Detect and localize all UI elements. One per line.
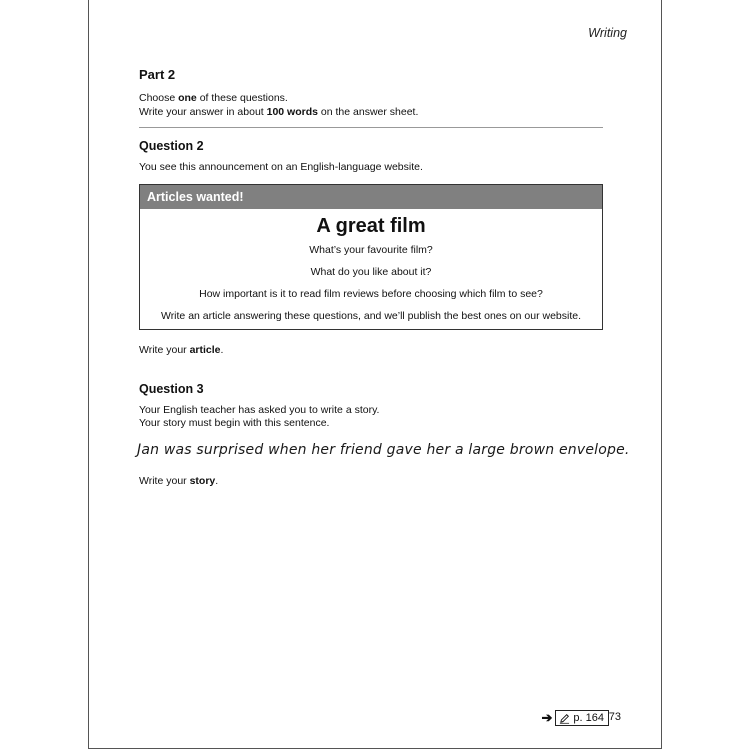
announcement-tag: Articles wanted!: [140, 185, 602, 209]
page-number: 73: [608, 711, 621, 723]
book-page: [88, 0, 662, 749]
divider: [139, 127, 603, 128]
arrow-right-icon: ➔: [541, 710, 553, 725]
question-2-intro: You see this announcement on an English-language website.: [139, 161, 423, 173]
announcement-line: How important is it to read film reviews before choosing which film to see?: [199, 288, 543, 300]
question-3-heading: Question 3: [139, 382, 204, 396]
question-3-line-1: Your English teacher has asked you to write a story.: [139, 404, 380, 416]
reference-box: [555, 710, 609, 726]
announcement-line: Write an article answering these questions, and we’ll publish the best ones on our website.: [160, 310, 582, 322]
section-title: Writing: [588, 26, 627, 40]
pencil-icon: [559, 713, 570, 724]
question-3-task: Write your story.: [139, 475, 219, 487]
page-reference: [542, 710, 610, 726]
instruction-line-2: Write your answer in about 100 words on the answer sheet.: [139, 106, 419, 118]
announcement-title: A great film: [316, 215, 426, 237]
part-heading: Part 2: [139, 67, 176, 82]
instruction-line-1: Choose one of these questions.: [139, 92, 288, 104]
announcement-box: [139, 184, 603, 330]
reference-page: p. 164: [573, 712, 604, 724]
question-2-heading: Question 2: [139, 139, 204, 153]
question-2-task: Write your article.: [139, 344, 224, 356]
question-3-line-2: Your story must begin with this sentence.: [139, 417, 330, 429]
announcement-line: What do you like about it?: [310, 266, 432, 278]
story-opening-sentence: Jan was surprised when her friend gave her a large brown envelope.: [137, 442, 630, 458]
announcement-line: What’s your favourite film?: [309, 244, 433, 256]
